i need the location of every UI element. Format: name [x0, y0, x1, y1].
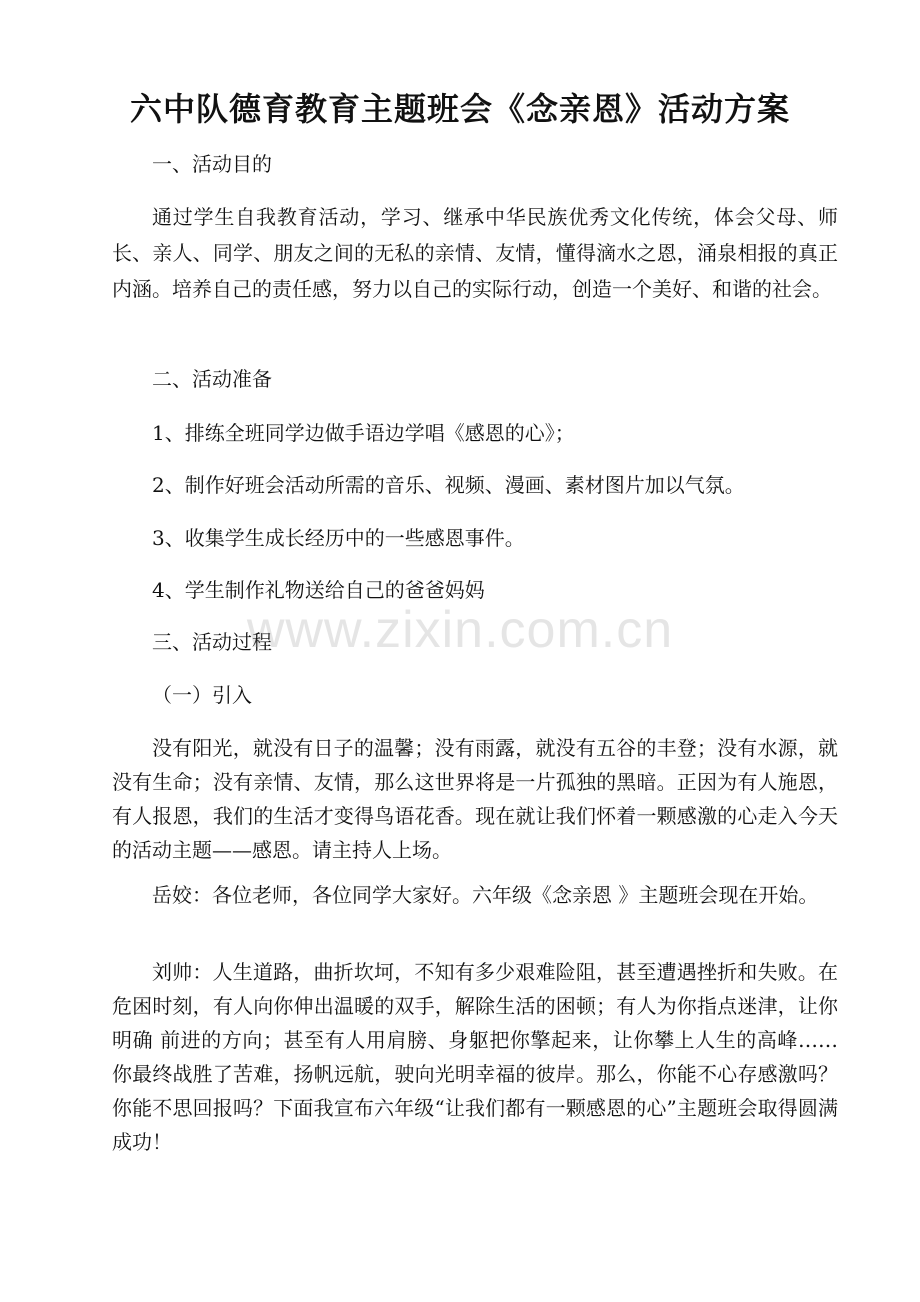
host-yuejiao-line: 岳姣：各位老师，各位同学大家好。六年级《念亲恩 》主题班会现在开始。: [152, 883, 819, 907]
preparation-item-4: 4、学生制作礼物送给自己的爸爸妈妈: [152, 578, 485, 602]
host-liushuai-line: 刘帅：人生道路，曲折坎坷，不知有多少艰难险阻，甚至遭遇挫折和失败。在危困时刻，有人向你伸出温暖的双手，解除生活的困顿；有人为你指点迷津，让你明确 前进的方向；甚至有人用肩膀、身躯把你擎起来，让你攀上人生的高峰……你最终战胜了苦难，扬帆远航，驶向光明幸福的彼岸。那么，你能不心存感激吗？你能不思回报吗？下面我宣布六年级“让我们都有一颗感恩的心”主题班会取得圆满成功！: [112, 960, 838, 1154]
intro-paragraph: 没有阳光，就没有日子的温馨；没有雨露，就没有五谷的丰登；没有水源，就没有生命；没有亲情、友情，那么这世界将是一片孤独的黑暗。正因为有人施恩，有人报恩，我们的生活才变得鸟语花香。现在就让我们怀着一颗感激的心走入今天的活动主题——感恩。请主持人上场。: [112, 736, 838, 862]
section-heading-preparation: 二、活动准备: [152, 367, 272, 391]
preparation-item-2: 2、制作好班会活动所需的音乐、视频、漫画、素材图片加以气氛。: [152, 473, 745, 497]
section-heading-process: 三、活动过程: [152, 630, 272, 654]
site-watermark: www.zixin.com.cn: [246, 601, 674, 659]
preparation-item-1: 1、排练全班同学边做手语边学唱《感恩的心》；: [152, 421, 575, 445]
document-title: 六中队德育教育主题班会《念亲恩》活动方案: [129, 90, 790, 128]
purpose-paragraph: 通过学生自我教育活动，学习、继承中华民族优秀文化传统，体会父母、师长、亲人、同学、朋友之间的无私的亲情、友情，懂得滴水之恩，涌泉相报的真正内涵。培养自己的责任感，努力以自己的实际行动，创造一个美好、和谐的社会。: [112, 205, 838, 301]
subsection-heading-intro: （一）引入: [152, 683, 252, 707]
preparation-item-3: 3、收集学生成长经历中的一些感恩事件。: [152, 526, 525, 550]
section-heading-purpose: 一、活动目的: [152, 152, 272, 176]
